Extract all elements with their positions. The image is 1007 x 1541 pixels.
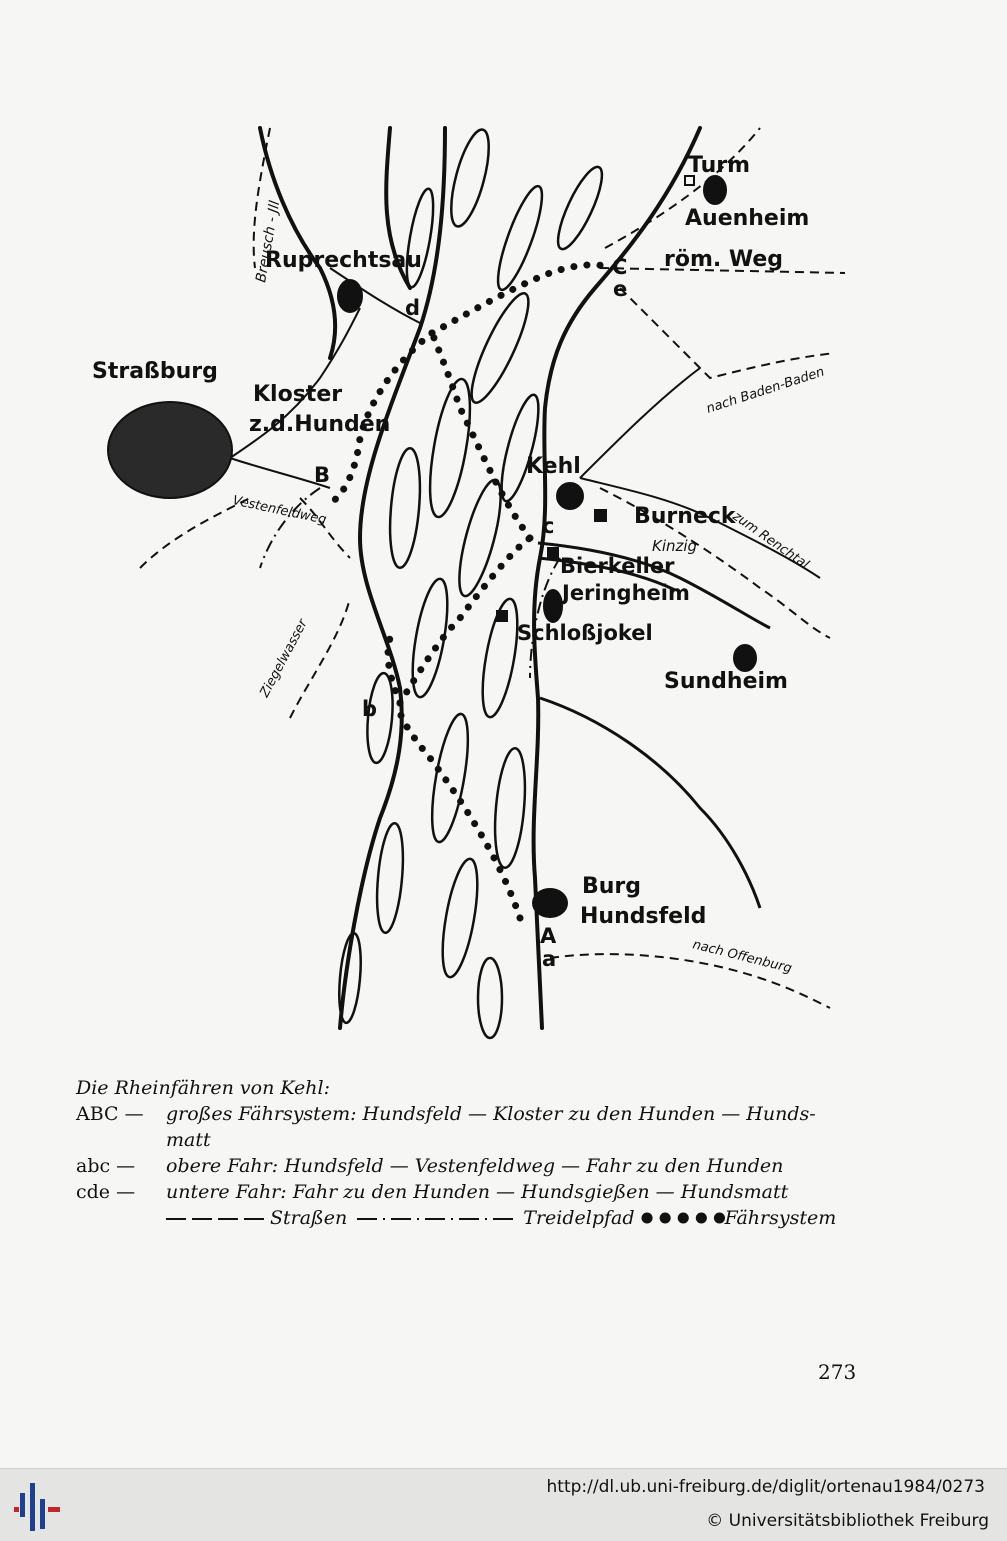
- legend-roads: Straßen: [270, 1207, 348, 1229]
- strassburg-area: [108, 402, 232, 498]
- legend-dot-symbol: [641, 1210, 725, 1224]
- label-ruprechtsau: Ruprechtsau: [265, 248, 422, 273]
- page-number: 273: [818, 1360, 857, 1384]
- point-b: b: [362, 697, 378, 721]
- caption-row-abc-small: [76, 1153, 866, 1179]
- map-caption: [76, 1075, 866, 1231]
- label-turm: Turm: [688, 153, 751, 178]
- ferry-point-labels: [314, 255, 627, 971]
- caption-key: abc —: [76, 1155, 136, 1177]
- point-c: c: [542, 514, 555, 538]
- footer-bar: [0, 1468, 1007, 1541]
- ruprechtsau-area: [338, 280, 362, 312]
- rhine-ferry-map: [60, 118, 860, 1043]
- schlossjokel-marker: [497, 611, 507, 621]
- legend-towpath: Treidelpfad: [523, 1207, 635, 1229]
- label-renchtal: zum Renchtal: [729, 508, 812, 573]
- caption-key: ABC —: [76, 1103, 144, 1125]
- caption-legend: [76, 1205, 866, 1231]
- kehl-area: [557, 483, 583, 509]
- label-rom-weg: röm. Weg: [664, 247, 784, 272]
- label-offenburg: nach Offenburg: [691, 937, 794, 977]
- jeringheim-area: [544, 590, 562, 622]
- label-bierkeller: Bierkeller: [560, 554, 675, 578]
- auenheim-area: [704, 176, 726, 204]
- caption-row-cde: [76, 1179, 866, 1205]
- label-burneck: Burneck: [634, 504, 736, 529]
- library-logo-icon: [14, 1477, 66, 1535]
- caption-text: großes Fährsystem: Hundsfeld — Kloster zu den Hunden — Hunds-: [166, 1103, 816, 1125]
- label-breusch: Breusch - Jll: [253, 199, 284, 284]
- label-kinzig: Kinzig: [652, 537, 698, 555]
- caption-text: obere Fahr: Hundsfeld — Vestenfeldweg — Fahr zu den Hunden: [166, 1155, 784, 1177]
- label-ziegelwasser: Ziegelwasser: [257, 617, 311, 700]
- legend-towpath-symbol: [353, 1210, 523, 1224]
- label-vestenfeldweg: Vestenfeldweg: [231, 493, 328, 528]
- label-kloster-1: Kloster: [253, 382, 343, 407]
- label-auenheim: Auenheim: [685, 206, 810, 231]
- label-burg: Burg: [582, 874, 642, 899]
- sundheim-area: [734, 645, 756, 671]
- point-B: B: [314, 463, 331, 487]
- burneck-marker: [595, 510, 606, 521]
- label-jeringheim: Jeringheim: [562, 581, 690, 605]
- burg-hundsfeld-area: [533, 889, 567, 917]
- point-e: e: [613, 277, 628, 301]
- caption-key: cde —: [76, 1181, 136, 1203]
- label-kehl: Kehl: [526, 454, 581, 479]
- point-a: a: [542, 947, 557, 971]
- caption-title: Die Rheinfähren von Kehl:: [76, 1077, 330, 1099]
- label-schlossjokel: Schloßjokel: [517, 621, 653, 645]
- point-d: d: [405, 296, 421, 320]
- label-baden: nach Baden-Baden: [704, 364, 827, 417]
- point-A: A: [540, 924, 557, 948]
- label-kloster-2: z.d.Hunden: [249, 412, 391, 437]
- caption-row-continuation: matt: [166, 1129, 211, 1151]
- footer-copyright: © Universitätsbibliothek Freiburg: [706, 1511, 989, 1531]
- label-hundsfeld: Hundsfeld: [580, 904, 707, 929]
- caption-row-abc-large: [76, 1101, 866, 1127]
- label-sundheim: Sundheim: [664, 669, 788, 694]
- point-C: C: [612, 255, 628, 279]
- legend-ferry: Fährsystem: [724, 1207, 837, 1229]
- label-strassburg: Straßburg: [92, 359, 218, 384]
- legend-dash-symbol: [166, 1210, 270, 1224]
- caption-text: untere Fahr: Fahr zu den Hunden — Hundsgießen — Hundsmatt: [166, 1181, 789, 1203]
- bierkeller-marker: [548, 548, 558, 558]
- place-labels: [92, 153, 809, 929]
- footer-url[interactable]: http://dl.ub.uni-freiburg.de/diglit/ortenau1984/0273: [546, 1477, 985, 1497]
